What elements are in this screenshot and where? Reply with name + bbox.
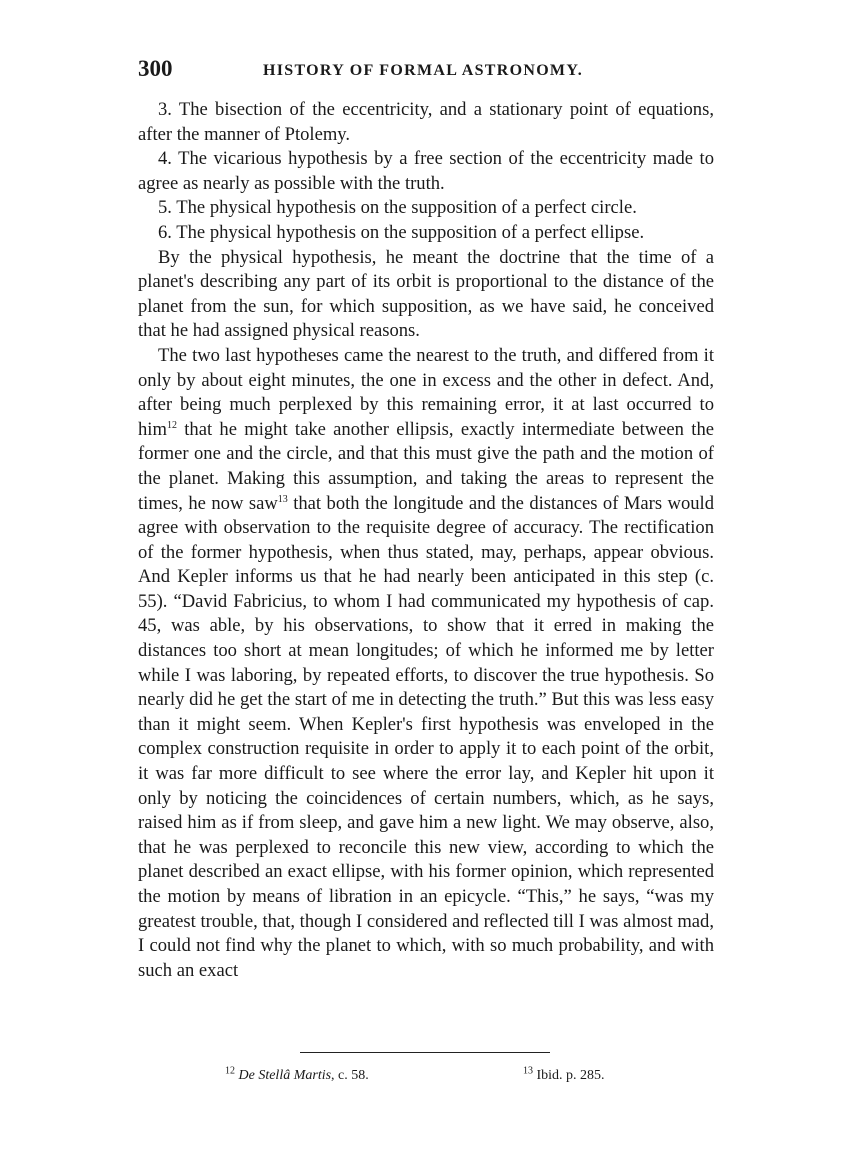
footnote-12-title: De Stellâ Martis bbox=[238, 1068, 332, 1083]
footnote-divider bbox=[300, 1052, 550, 1053]
footnote-13-text: Ibid. p. 285. bbox=[536, 1068, 605, 1083]
footnote-12 bbox=[225, 1065, 369, 1084]
body-text bbox=[138, 98, 714, 983]
footnote-ref-13: 13 bbox=[277, 493, 288, 505]
page-header bbox=[138, 52, 714, 88]
footnote-ref-12: 12 bbox=[166, 419, 177, 431]
paragraph-item-5: 5. The physical hypothesis on the supposition of a perfect circle. bbox=[158, 197, 637, 219]
paragraph-text-part2: that he might take another ellipsis, exactly intermediate between the former one and the circle, and that this must give the path and the motion of the planet. Making this assumption, and taking the areas to represent the times, he now saw bbox=[138, 418, 714, 514]
running-title: HISTORY OF FORMAL ASTRONOMY. bbox=[263, 62, 584, 79]
footnote-12-mark: 12 bbox=[225, 1065, 235, 1077]
page bbox=[138, 52, 714, 983]
paragraph-last-hypotheses bbox=[138, 344, 714, 983]
paragraph-physical-hypothesis: By the physical hypothesis, he meant the doctrine that the time of a planet's describing any part of its orbit is proportional to the distance of the planet from the sun, for which supposition, as we have said, he conceived that he had assigned physical reasons. bbox=[138, 246, 714, 342]
footnote-12-rest: , c. 58. bbox=[331, 1068, 369, 1083]
page-number: 300 bbox=[138, 56, 173, 81]
paragraph-text-part3: that both the longitude and the distances of Mars would agree with observation to the requisite degree of accuracy. The rectification of the former hypothesis, when thus stated, may, perhaps, appear obvious. And Kepler informs us that he had nearly been anticipated in this step (c. 55). “David Fabricius, to whom I had communicated my hypothesis of cap. 45, was able, by his observations, to show that it erred in making the distances too short at mean longitudes; of which he informed me by letter while I was laboring, by repeated efforts, to discover the true hypothesis. So nearly did he get the start of me in detecting the truth.” But this was less easy than it might seem. When Kepler's first hypothesis was enveloped in the complex construction requisite in order to apply it to each point of the orbit, it was far more difficult to see where the error lay, and Kepler hit upon it only by noticing the coincidences of certain numbers, which, as he says, raised him as if from sleep, and gave him a new light. We may observe, also, that he was perplexed to reconcile this new view, according to which the planet described an exact ellipse, with his former opinion, which represented the motion by means of libration in an epicycle. “This,” he says, “was my greatest trouble, that, though I considered and reflected till I was almost mad, I could not find why the planet to which, with so much probability, and with such an exact bbox=[138, 492, 715, 981]
paragraph-item-4: 4. The vicarious hypothesis by a free section of the eccentricity made to agree as nearly as possible with the truth. bbox=[138, 148, 714, 194]
footnote-13-mark: 13 bbox=[523, 1065, 533, 1077]
paragraph-item-6: 6. The physical hypothesis on the supposition of a perfect ellipse. bbox=[158, 221, 645, 243]
footnote-13 bbox=[523, 1065, 605, 1084]
paragraph-item-3: 3. The bisection of the eccentricity, and a stationary point of equations, after the manner of Ptolemy. bbox=[138, 99, 714, 145]
paragraph-text-part1: The two last hypotheses came the nearest to the truth, and differed from it only by about eight minutes, the one in excess and the other in defect. And, after being much perplexed by this remaining error, it at last occurred to him bbox=[138, 344, 714, 440]
